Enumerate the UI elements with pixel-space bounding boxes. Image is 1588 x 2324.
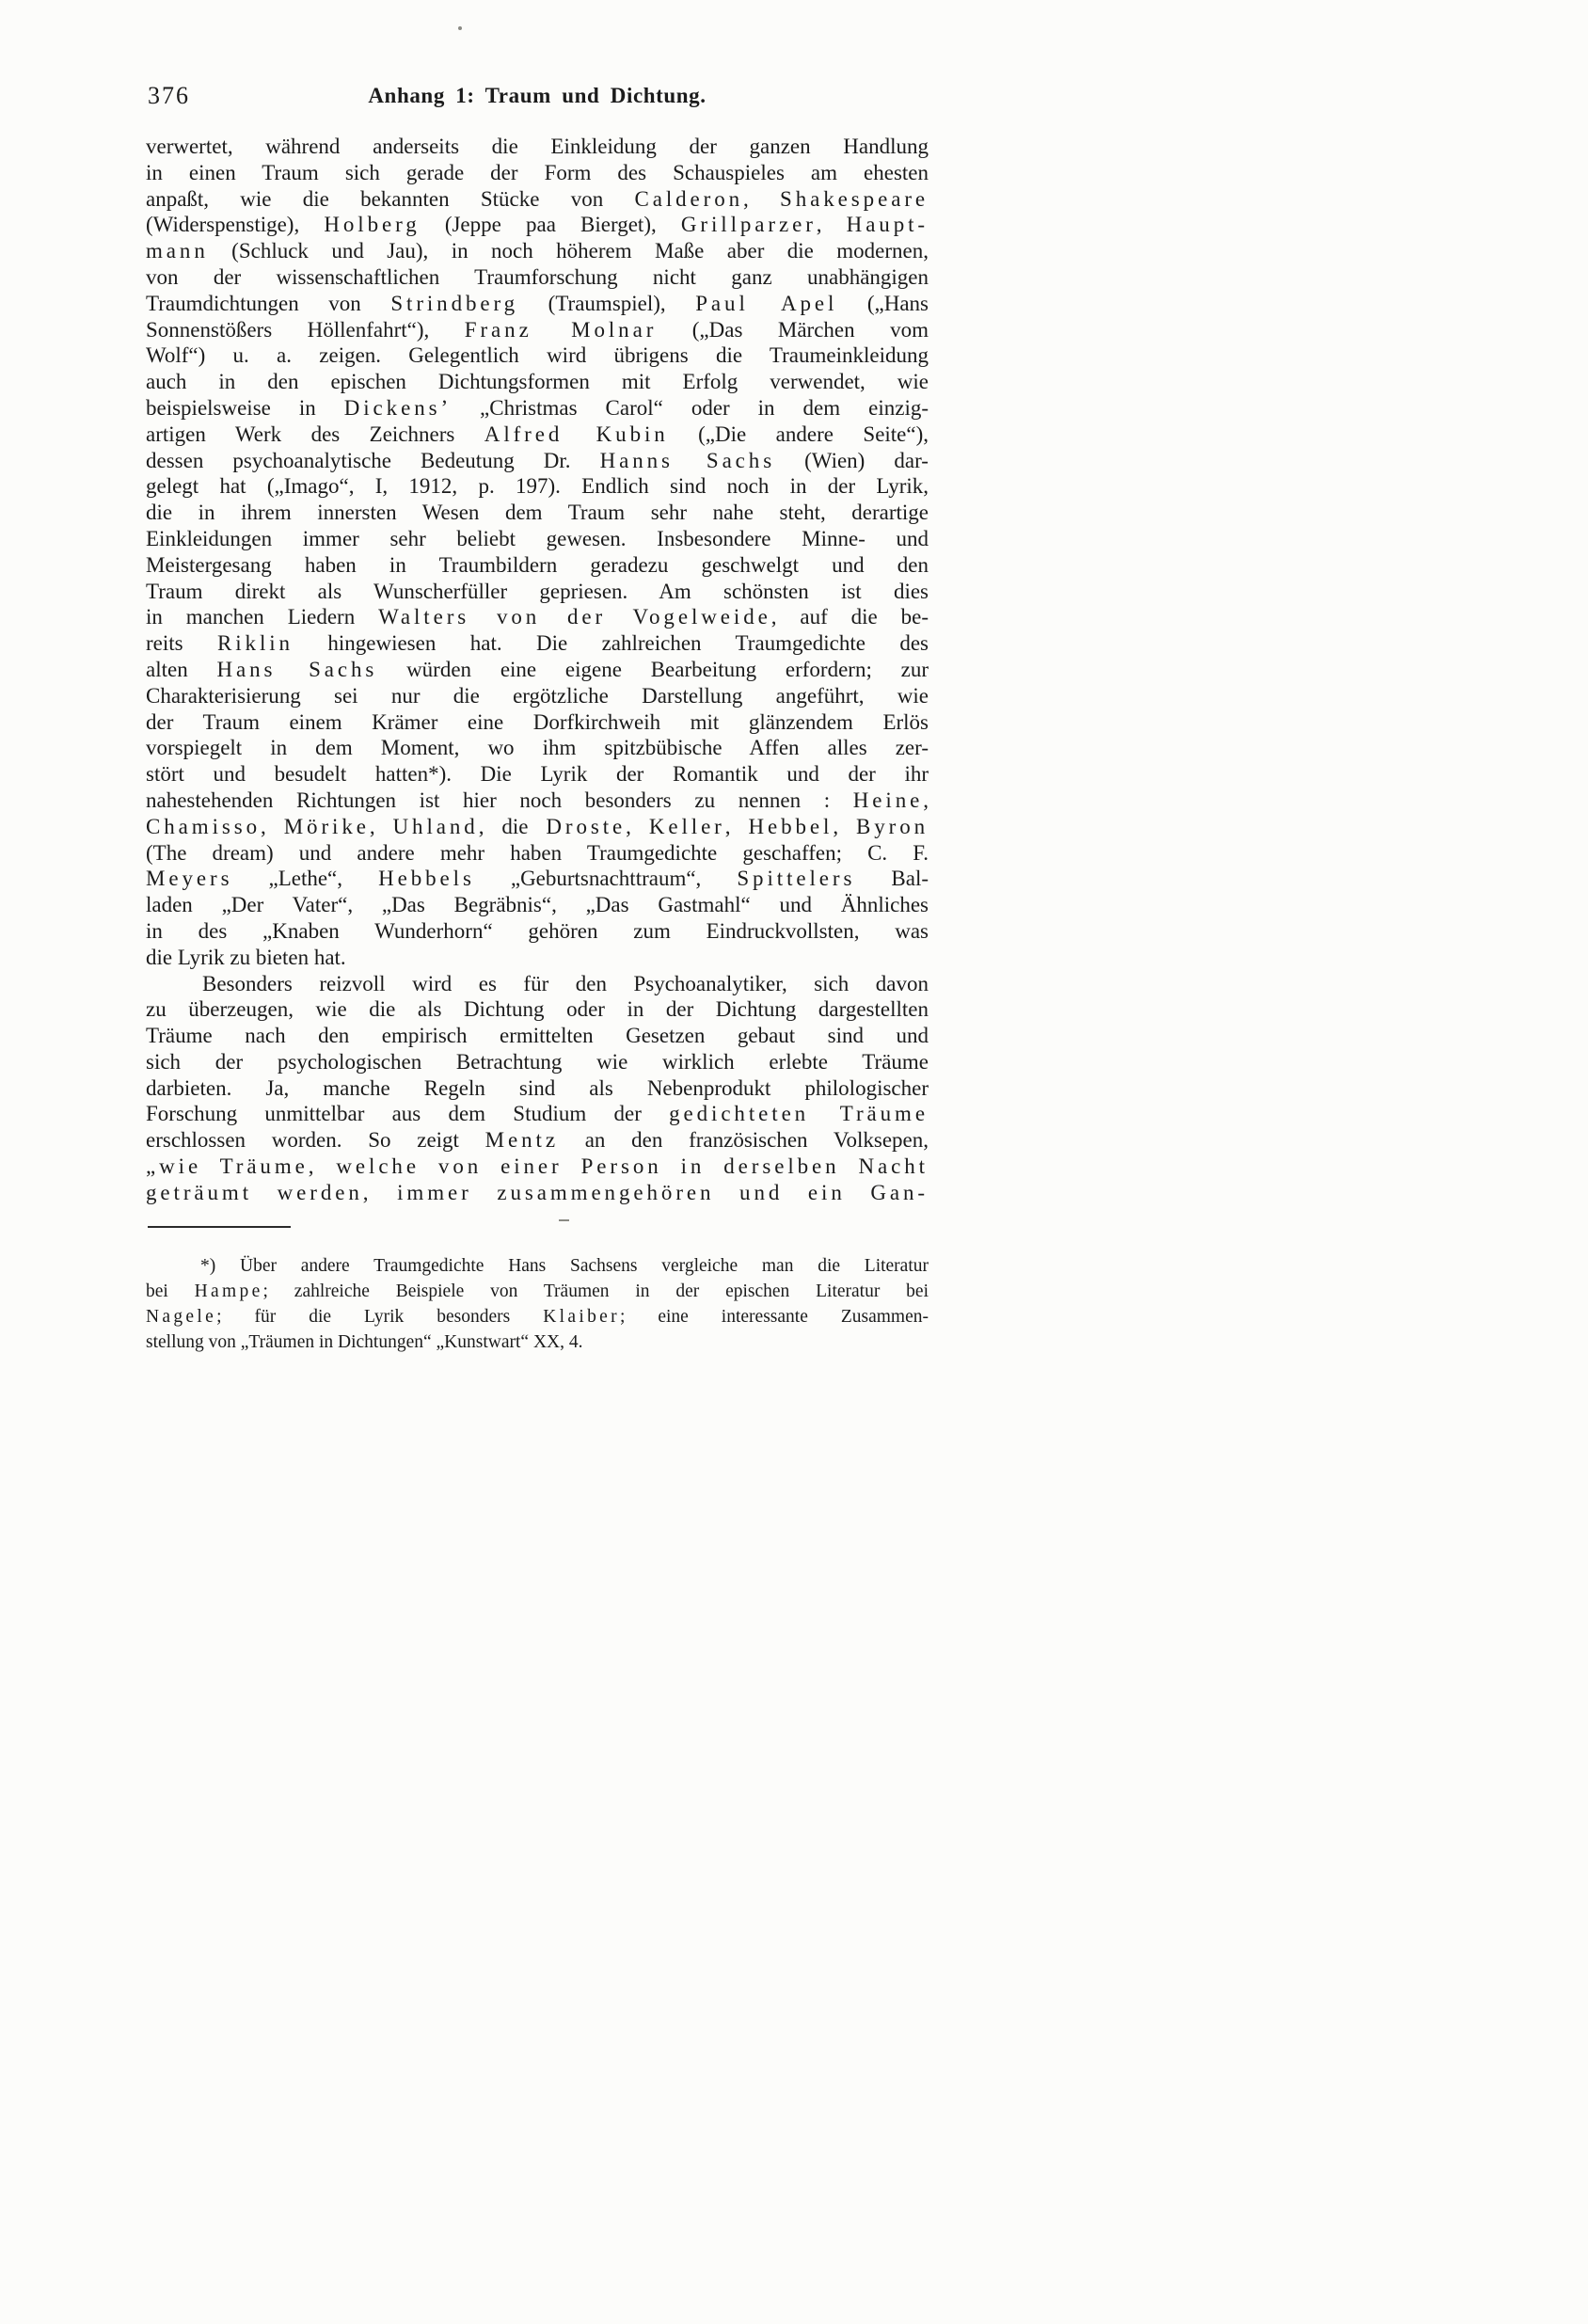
text-line — [146, 1101, 929, 1127]
text-segment: („Die andere Seite“), — [668, 422, 929, 446]
body-text — [146, 134, 929, 1206]
text-line — [146, 1329, 929, 1355]
text-segment: dessen psychoanalytische Bedeutung Dr. — [146, 448, 600, 472]
text-segment: erschlossen worden. So zeigt — [146, 1128, 485, 1153]
text-line — [146, 735, 929, 761]
text-segment: gelegt hat („Imago“, I, 1912, p. 197). Endlich sind noch in der Lyrik, — [146, 474, 929, 499]
text-segment: darbieten. Ja, manche Regeln sind als Nebenprodukt philologischer — [146, 1075, 929, 1100]
text-line — [146, 369, 929, 395]
text-segment: in des „Knaben Wunderhorn“ gehören zum Eindruckvollsten, was — [146, 918, 929, 943]
text-line — [146, 317, 929, 343]
text-segment: die Lyrik zu bieten hat. — [146, 945, 346, 969]
text-line — [146, 1049, 929, 1075]
emphasized-text: Dickens’ — [343, 395, 453, 420]
text-segment: der Traum einem Krämer eine Dorfkirchweih mit glänzendem Erlös — [146, 709, 929, 734]
emphasized-text: Walters von der Vogelweide — [378, 605, 771, 629]
text-segment: , auf die be- — [770, 605, 929, 629]
text-segment: hingewiesen hat. Die zahlreichen Traumgedichte des — [293, 631, 929, 656]
text-line — [146, 160, 929, 186]
text-line — [146, 788, 929, 814]
text-line — [146, 866, 929, 892]
text-segment: *) Über andere Traumgedichte Hans Sachsens vergleiche man die Literatur — [200, 1256, 929, 1276]
text-segment: ; eine interessante Zusammen- — [619, 1307, 929, 1327]
paragraph — [146, 971, 929, 1206]
text-segment: reits — [146, 631, 217, 656]
emphasized-text: Hanns Sachs — [599, 448, 776, 472]
emphasized-text: Keller — [648, 814, 725, 838]
emphasized-text: Hans Sachs — [216, 657, 378, 681]
emphasized-text: Nagele — [146, 1307, 217, 1327]
emphasized-text: Strindberg — [390, 291, 519, 315]
text-segment: anpaßt, wie die bekannten Stücke von — [146, 186, 635, 211]
text-line — [146, 526, 929, 552]
emphasized-text: geträumt werden, immer zusammengehören und ein Gan- — [146, 1180, 929, 1204]
emphasized-text: gedichteten Träume — [669, 1102, 929, 1126]
text-segment: Träume nach den empirisch ermittelten Gesetzen gebaut sind und — [146, 1024, 929, 1048]
text-segment: , — [743, 186, 781, 211]
text-segment: auch in den epischen Dichtungsformen mit Erfolg verwendet, wie — [146, 370, 929, 394]
text-line — [146, 657, 929, 683]
text-line — [146, 761, 929, 788]
text-segment: („Hans — [837, 291, 929, 315]
text-line — [146, 186, 929, 213]
footnote-separator-rule — [148, 1226, 291, 1228]
text-line — [146, 448, 929, 474]
text-line — [146, 971, 929, 997]
text-segment: ; für die Lyrik besonders — [216, 1307, 544, 1327]
scan-dash-artifact — [559, 1219, 569, 1221]
text-line — [146, 1304, 929, 1329]
text-segment: („Das Märchen vom — [657, 317, 929, 342]
text-segment: (Widerspenstige), — [146, 213, 325, 237]
text-line — [146, 1023, 929, 1049]
text-segment: bei — [146, 1281, 195, 1301]
text-segment: artigen Werk des Zeichners — [146, 422, 484, 446]
text-line — [146, 709, 929, 736]
text-line — [146, 473, 929, 500]
text-line — [146, 892, 929, 918]
emphasized-text: Calderon — [634, 186, 744, 211]
text-line — [146, 1127, 929, 1154]
text-line — [146, 422, 929, 448]
text-line — [146, 630, 929, 657]
text-line — [146, 918, 929, 945]
text-segment: Wolf“) u. a. zeigen. Gelegentlich wird übrigens die Traumeinkleidung — [146, 343, 929, 368]
emphasized-text: Byron — [856, 814, 929, 838]
emphasized-text: Mörike — [283, 814, 370, 838]
emphasized-text: Paul Apel — [695, 291, 838, 315]
text-line — [146, 579, 929, 605]
text-line — [146, 342, 929, 369]
emphasized-text: Franz Molnar — [464, 317, 658, 342]
text-segment: Forschung unmittelbar aus dem Studium der — [146, 1102, 670, 1126]
emphasized-text: Droste — [546, 814, 627, 838]
text-segment: beispielsweise in — [146, 395, 344, 420]
text-line — [146, 395, 929, 422]
text-segment: (Wien) dar- — [775, 448, 929, 472]
text-segment: , — [923, 788, 929, 812]
text-segment: (Traumspiel), — [518, 291, 696, 315]
emphasized-text: Shakespeare — [780, 186, 929, 211]
text-line — [146, 1154, 929, 1180]
emphasized-text: Klaiber — [543, 1307, 620, 1327]
text-segment: laden „Der Vater“, „Das Begräbnis“, „Das Gastmahl“ und Ähnliches — [146, 893, 929, 917]
scan-speck-artifact — [458, 26, 462, 30]
text-segment: , die — [478, 814, 547, 838]
text-line — [146, 604, 929, 630]
page-number: 376 — [148, 82, 190, 109]
emphasized-text: Spittelers — [737, 867, 856, 891]
text-line — [146, 840, 929, 867]
emphasized-text: Holberg — [324, 213, 421, 237]
emphasized-text: Uhland — [392, 814, 479, 838]
text-segment: verwertet, während anderseits die Einkleidung der ganzen Handlung — [146, 135, 929, 158]
text-segment: stellung von „Träumen in Dichtungen“ „Kunstwart“ XX, 4. — [146, 1332, 583, 1352]
emphasized-text: Meyers — [146, 867, 233, 891]
text-segment: nahestehenden Richtungen ist hier noch besonders zu nennen : — [146, 788, 853, 812]
emphasized-text: Alfred Kubin — [484, 422, 669, 446]
text-segment: , — [724, 814, 749, 838]
text-line — [146, 291, 929, 317]
text-segment: alten — [146, 657, 217, 681]
text-segment: Meistergesang haben in Traumbildern geradezu geschwelgt und den — [146, 552, 929, 577]
text-segment: vorspiegelt in dem Moment, wo ihm spitzbübische Affen alles zer- — [146, 736, 929, 760]
text-segment: Einkleidungen immer sehr beliebt gewesen. Insbesondere Minne- und — [146, 526, 929, 550]
text-segment: Besonders reizvoll wird es für den Psychoanalytiker, sich davon — [202, 971, 929, 995]
text-segment: von der wissenschaftlichen Traumforschung nicht ganz unabhängigen — [146, 264, 929, 289]
emphasized-text: Heine — [852, 788, 924, 812]
text-line — [146, 212, 929, 238]
running-header — [146, 81, 929, 113]
text-line — [146, 1253, 929, 1279]
text-line — [146, 1180, 929, 1206]
text-line — [146, 500, 929, 526]
text-segment: in einen Traum sich gerade der Form des Schauspieles am ehesten — [146, 160, 929, 184]
text-line — [146, 238, 929, 264]
text-segment: , — [369, 814, 393, 838]
text-segment: ; zahlreiche Beispiele von Träumen in der epischen Literatur bei — [262, 1281, 929, 1301]
text-line — [146, 552, 929, 579]
text-segment: in manchen Liedern — [146, 605, 379, 629]
text-segment: „Lethe“, — [232, 867, 379, 891]
text-segment: zu überzeugen, wie die als Dichtung oder in der Dichtung dargestellten — [146, 997, 929, 1022]
running-head-title: Anhang 1: Traum und Dichtung. — [368, 84, 707, 107]
text-segment: Bal- — [855, 867, 929, 891]
text-line — [146, 134, 929, 160]
text-line — [146, 945, 929, 971]
emphasized-text: Hebbel — [748, 814, 834, 838]
text-line — [146, 264, 929, 291]
text-line — [146, 1279, 929, 1304]
text-segment: stört und besudelt hatten*). Die Lyrik der Romantik und der ihr — [146, 762, 929, 787]
text-line — [146, 1075, 929, 1102]
emphasized-text: „wie Träume, welche von einer Person in derselben Nacht — [146, 1154, 929, 1179]
text-segment: , — [261, 814, 284, 838]
footnote — [146, 1253, 929, 1355]
text-segment: Charakterisierung sei nur die ergötzliche Darstellung angeführt, wie — [146, 683, 929, 708]
emphasized-text: mann — [146, 239, 209, 263]
text-segment: Sonnenstößers Höllenfahrt“), — [146, 317, 465, 342]
text-segment: (Jeppe paa Bierget), — [420, 213, 681, 237]
text-segment: Traum direkt als Wunscherfüller gepriesen. Am schönsten ist dies — [146, 579, 929, 603]
text-segment: (The dream) und andere mehr haben Traumgedichte geschaffen; C. F. — [146, 840, 929, 865]
emphasized-text: Haupt- — [846, 213, 929, 237]
emphasized-text: Mentz — [484, 1128, 559, 1153]
text-segment: (Schluck und Jau), in noch höherem Maße aber die modernen, — [208, 239, 929, 263]
text-segment: „Geburtsnachttraum“, — [474, 867, 738, 891]
paragraph — [146, 134, 929, 971]
text-segment: die in ihrem innersten Wesen dem Traum sehr nahe steht, derartige — [146, 501, 929, 525]
text-segment: sich der psychologischen Betrachtung wie wirklich erlebte Träume — [146, 1049, 929, 1074]
emphasized-text: Grillparzer — [680, 213, 817, 237]
text-line — [146, 683, 929, 709]
text-line — [146, 996, 929, 1023]
text-segment: „Christmas Carol“ oder in dem einzig- — [452, 395, 929, 420]
emphasized-text: Hampe — [194, 1281, 263, 1301]
text-segment: , — [833, 814, 856, 838]
emphasized-text: Chamisso — [146, 814, 262, 838]
text-segment: , — [626, 814, 649, 838]
text-line — [146, 814, 929, 840]
text-segment: an den französischen Volksepen, — [558, 1128, 929, 1153]
text-segment: würden eine eigene Bearbeitung erfordern; zur — [377, 657, 929, 681]
emphasized-text: Riklin — [217, 631, 294, 656]
emphasized-text: Hebbels — [378, 867, 475, 891]
text-segment: , — [816, 213, 847, 237]
text-segment: Traumdichtungen von — [146, 291, 391, 315]
